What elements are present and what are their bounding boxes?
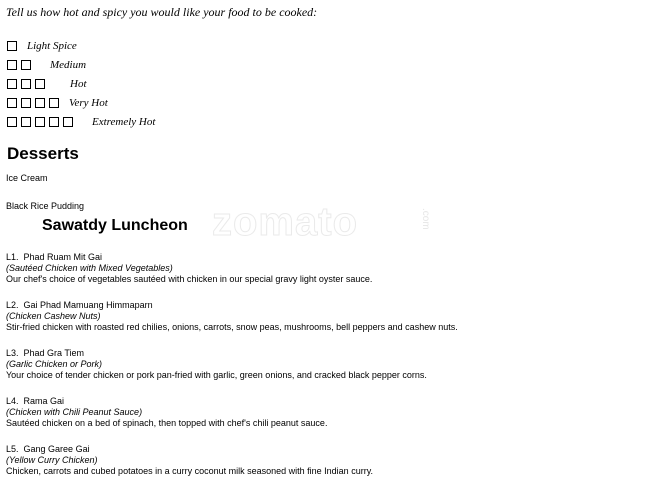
checkbox[interactable] — [35, 79, 45, 89]
spice-level-extremely-hot[interactable] — [7, 114, 155, 130]
item-description: Stir-fried chicken with roasted red chilies, onions, carrots, snow peas, mushrooms, bell peppers and cashew nuts. — [6, 322, 458, 332]
checkbox[interactable] — [7, 98, 17, 108]
checkbox[interactable] — [21, 98, 31, 108]
spice-label: Hot — [70, 78, 87, 90]
zomato-watermark-suffix: .com — [420, 208, 431, 230]
spice-level-hot[interactable] — [7, 76, 87, 92]
checkbox[interactable] — [21, 79, 31, 89]
menu-item-l5 — [6, 444, 373, 477]
checkbox[interactable] — [49, 117, 59, 127]
item-code: L4. — [6, 396, 19, 406]
menu-item-l1 — [6, 252, 372, 285]
item-name: Rama Gai — [23, 396, 65, 406]
luncheon-heading: Sawatdy Luncheon — [42, 217, 188, 234]
menu-item-l2 — [6, 300, 458, 333]
item-subtitle: (Chicken Cashew Nuts) — [6, 311, 101, 321]
item-name: Phad Ruam Mit Gai — [23, 252, 103, 262]
spice-checkboxes[interactable] — [7, 117, 73, 127]
item-subtitle: (Garlic Chicken or Pork) — [6, 359, 103, 369]
spice-level-very-hot[interactable] — [7, 95, 108, 111]
item-subtitle: (Chicken with Chili Peanut Sauce) — [6, 407, 143, 417]
menu-item-l3 — [6, 348, 427, 381]
item-name-line — [6, 252, 372, 263]
dessert-item: Ice Cream — [6, 173, 48, 183]
spice-level-light[interactable] — [7, 38, 77, 54]
item-description: Our chef's choice of vegetables sautéed with chicken in our special gravy light oyster sauce. — [6, 274, 373, 284]
item-name-line — [6, 300, 458, 311]
checkbox[interactable] — [35, 98, 45, 108]
item-code: L5. — [6, 444, 19, 454]
checkbox[interactable] — [63, 117, 73, 127]
desserts-heading: Desserts — [7, 144, 79, 163]
item-subtitle: (Yellow Curry Chicken) — [6, 455, 98, 465]
item-code: L2. — [6, 300, 19, 310]
checkbox[interactable] — [7, 79, 17, 89]
spice-checkboxes[interactable] — [7, 41, 17, 51]
item-name-line — [6, 396, 327, 407]
item-name-line — [6, 444, 373, 455]
checkbox[interactable] — [21, 117, 31, 127]
spice-label: Very Hot — [69, 97, 108, 109]
checkbox[interactable] — [49, 98, 59, 108]
item-name: Phad Gra Tiem — [23, 348, 85, 358]
item-code: L1. — [6, 252, 19, 262]
dessert-item: Black Rice Pudding — [6, 201, 85, 211]
zomato-watermark: zomato — [212, 200, 358, 244]
spice-checkboxes[interactable] — [7, 98, 59, 108]
item-description: Chicken, carrots and cubed potatoes in a curry coconut milk seasoned with fine Indian curry. — [6, 466, 374, 476]
item-name: Gai Phad Mamuang Himmaparn — [23, 300, 153, 310]
spice-checkboxes[interactable] — [7, 60, 31, 70]
checkbox[interactable] — [35, 117, 45, 127]
item-name: Gang Garee Gai — [23, 444, 90, 454]
spice-level-medium[interactable] — [7, 57, 86, 73]
checkbox[interactable] — [21, 60, 31, 70]
spice-checkboxes[interactable] — [7, 79, 45, 89]
item-name-line — [6, 348, 427, 359]
checkbox[interactable] — [7, 117, 17, 127]
menu-item-l4 — [6, 396, 327, 429]
spice-label: Extremely Hot — [92, 116, 156, 128]
checkbox[interactable] — [7, 60, 17, 70]
spice-intro-text: Tell us how hot and spicy you would like your food to be cooked: — [6, 5, 318, 19]
spice-label: Medium — [50, 59, 87, 71]
item-description: Sautéed chicken on a bed of spinach, then topped with chef's chili peanut sauce. — [6, 418, 328, 428]
item-code: L3. — [6, 348, 19, 358]
item-subtitle: (Sautéed Chicken with Mixed Vegetables) — [6, 263, 173, 273]
checkbox[interactable] — [7, 41, 17, 51]
spice-label: Light Spice — [27, 40, 77, 52]
item-description: Your choice of tender chicken or pork pan-fried with garlic, green onions, and cracked black pepper corns. — [6, 370, 427, 380]
